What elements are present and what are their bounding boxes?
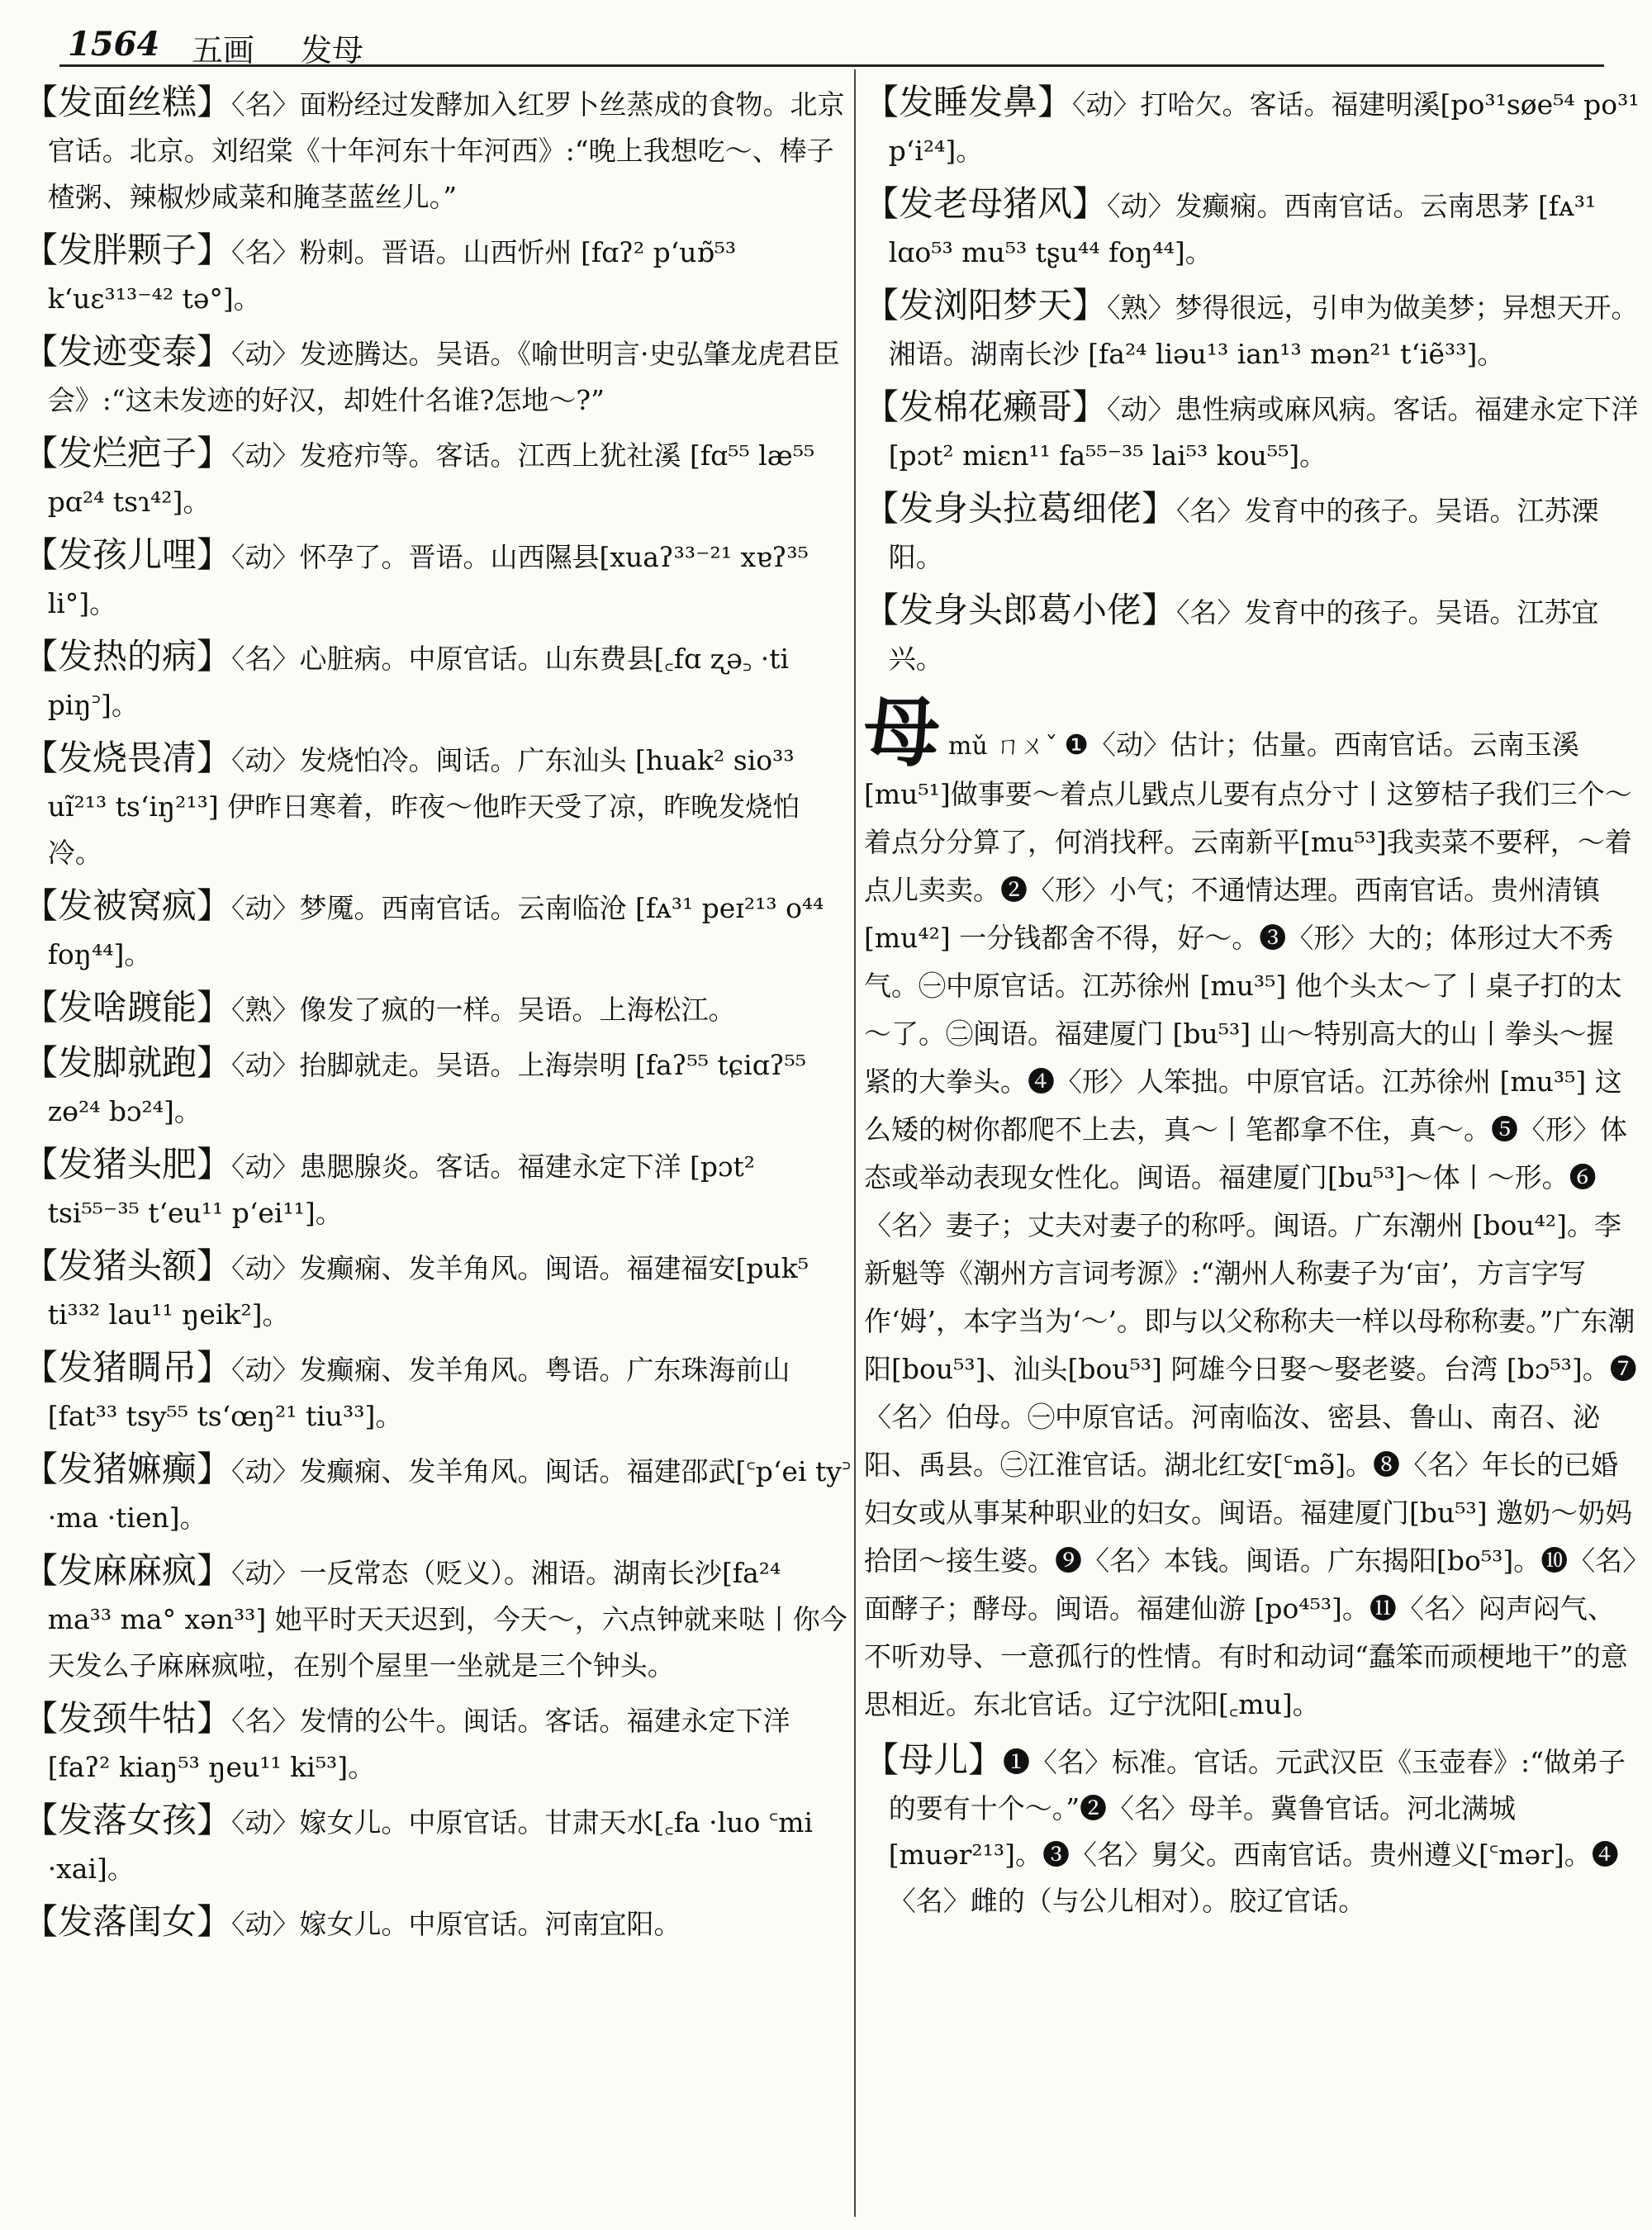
entry-body: 〈动〉梦魇。西南官话。云南临沧 [fᴀ³¹ peɪ²¹³ o⁴⁴ foŋ⁴⁴]。 [47,892,824,970]
entry-term: 【发落闺女】 [23,1901,232,1942]
dictionary-entry [23,430,852,525]
pinyin-zhuyin: mǔ ㄇㄨˇ [948,732,1058,761]
head-character: 母 [864,688,941,777]
character-senses: ❶〈动〉估计；估量。西南官话。云南玉溪[mu⁵¹]做事要～着点儿戥点儿要有点分寸丨这箩桔子我们三个～着点分分算了，何消找秤。云南新平[mu⁵³]我卖菜不要秤，～着点儿卖卖。❷〈形〉小气；不通情达理。西南官话。贵州清镇 [mu⁴²] 一分钱都舍不得，好～。❸〈形〉大的；体形过大不秀气。㊀中原官话。江苏徐州 [mu³⁵] 他个头太～了丨桌子打的太～了。㊁闽语。福建厦门 [bu⁵³] 山～特别高大的山丨拳头～握紧的大拳头。❹〈形〉人笨拙。中原官话。江苏徐州 [mu³⁵] 这么矮的树你都爬不上去，真～丨笔都拿不住，真～。❺〈形〉体态或举动表现女性化。闽语。福建厦门[bu⁵³]～体丨～形。❻〈名〉妻子；丈夫对妻子的称呼。闽语。广东潮州 [bou⁴²]。李新魁等《潮州方言词考源》:“潮州人称妻子为‘亩’，方言字写作‘姆’，本字当为‘～’。即与以父称称夫一样以母称称妻。”广东潮阳[bou⁵³]、汕头[bou⁵³] 阿雄今日娶～娶老婆。台湾 [bɔ⁵³]。❼〈名〉伯母。㊀中原官话。河南临汝、密县、鲁山、南召、泌阳、禹县。㊁江淮官话。湖北红安[꜂mə̃]。❽〈名〉年长的已婚妇女或从事某种职业的妇女。闽语。福建厦门[bu⁵³] 邀奶～奶妈 拾囝～接生婆。❾〈名〉本钱。闽语。广东揭阳[bo⁵³]。❿〈名〉面酵子；酵母。闽语。福建仙游 [po⁴⁵³]。⓫〈名〉闷声闷气、不听劝导、一意孤行的性情。有时和动词“蠢笨而顽梗地干”的意思相近。东北官话。辽宁沈阳[꜀mu]。 [864,728,1637,1720]
entry-term: 【发迹变泰】 [23,331,232,372]
dictionary-entry [23,985,852,1033]
dictionary-entry [23,227,852,322]
entry-term: 【发啥踱能】 [23,987,232,1027]
entry-term: 【发身头郎葛小佬】 [864,590,1177,630]
dictionary-entry [23,883,852,978]
entry-body: 〈名〉发育中的孩子。吴语。江苏溧阳。 [888,495,1599,573]
entry-term: 【发落女孩】 [23,1800,232,1840]
entry-body: 〈动〉怀孕了。晋语。山西隰县[xuaʔ³³⁻²¹ xɐʔ³⁵ li°]。 [47,541,809,619]
entry-body: 〈动〉发癫痫、发羊角风。粤语。广东珠海前山[fat³³ tsy⁵⁵ tsʻœŋ²¹ tiu³³]。 [47,1354,790,1432]
entry-term: 【发胖颗子】 [23,230,232,270]
entry-body: 〈动〉患腮腺炎。客话。福建永定下洋 [pɔt² tsi⁵⁵⁻³⁵ tʻeu¹¹ pʻei¹¹]。 [47,1151,755,1229]
dictionary-entry [864,384,1640,479]
entry-term: 【发烂疤子】 [23,433,232,473]
dictionary-entry [23,1696,852,1791]
entry-body: 〈动〉打哈欠。客话。福建明溪[po³¹søe⁵⁴ po³¹ pʻi²⁴]。 [888,88,1640,167]
running-head: 发母 [301,32,364,69]
entry-body: 〈名〉粉刺。晋语。山西忻州 [fɑʔ² pʻuɒ̃⁵³ kʻuɛ³¹³⁻⁴² tə°]。 [47,236,737,315]
right-column [864,79,1640,2210]
dictionary-entry [23,532,852,627]
dictionary-entry [23,1345,852,1440]
dictionary-entry [23,1446,852,1541]
entry-term: 【发颈牛牯】 [23,1698,232,1739]
entry-term: 【发身头拉葛细佬】 [864,488,1177,529]
dictionary-entry [864,587,1640,682]
entry-body: ❶〈名〉标准。官话。元武汉臣《玉壶春》:“做弟子的要有十个～。”❷〈名〉母羊。冀鲁官话。河北满城 [muər²¹³]。❸〈名〉舅父。西南官话。贵州遵义[꜂mər]。❹〈名〉雌的（与公儿相对）。胶辽官话。 [888,1746,1626,1917]
entry-term: 【发麻麻疯】 [23,1550,232,1591]
entry-body: 〈动〉发癫痫、发羊角风。闽话。福建邵武[꜂pʻei ty꜄ ·ma ·tien]。 [47,1455,852,1534]
entry-term: 【发睡发鼻】 [864,82,1073,122]
dictionary-entry [23,1797,852,1892]
entry-body: 〈动〉发烧怕冷。闽话。广东汕头 [huak² sio³³ uĩ²¹³ tsʻiŋ²¹³] 伊昨日寒着，昨夜～他昨天受了凉，昨晚发烧怕冷。 [47,744,800,869]
entry-body: 〈熟〉梦得很远，引申为做美梦；异想天开。湘语。湖南长沙 [fa²⁴ liəu¹³ ian¹³ mən²¹ tʻiẽ³³]。 [888,292,1639,370]
entry-term: 【发面丝糕】 [23,82,232,122]
entry-body: 〈动〉一反常态（贬义）。湘语。湖南长沙[fa²⁴ ma³³ ma° xən³³] 她平时天天迟到，今天～，六点钟就来哒丨你今天发么子麻麻疯啦，在别个屋里一坐就是三个钟头。 [47,1557,847,1682]
dictionary-entry [23,633,852,728]
entry-body: 〈动〉嫁女儿。中原官话。河南宜阳。 [231,1908,681,1940]
entry-term: 【发猪睭吊】 [23,1347,232,1388]
page-number: 1564 [68,25,160,64]
dictionary-entry [23,1141,852,1236]
entry-term: 【发浏阳梦天】 [864,285,1108,325]
entry-term: 【发棉花癞哥】 [864,387,1108,427]
character-entry-mu [864,688,1640,1729]
entry-term: 【发老母猪风】 [864,183,1108,224]
entry-body: 〈动〉抬脚就走。吴语。上海崇明 [faʔ⁵⁵ tɕiɑʔ⁵⁵ zɵ²⁴ bɔ²⁴]。 [47,1049,806,1127]
entry-body: 〈动〉发癫痫、发羊角风。闽语。福建福安[puk⁵ ti³³² lau¹¹ ŋeik²]。 [47,1252,809,1331]
dictionary-entry [23,1548,852,1689]
entry-term: 【发猪头肥】 [23,1144,232,1184]
entry-term: 【发猪头额】 [23,1245,232,1286]
entry-body: 〈名〉发情的公牛。闽话。客话。福建永定下洋[faʔ² kiaŋ⁵³ ŋeu¹¹ ki⁵³]。 [47,1705,790,1783]
entry-body: 〈熟〉像发了疯的一样。吴语。上海松江。 [231,994,736,1026]
dictionary-entry [23,1243,852,1338]
entry-term: 【母儿】 [864,1739,1004,1780]
dictionary-entry [23,1899,852,1948]
entry-body: 〈名〉面粉经过发酵加入红罗卜丝蒸成的食物。北京官话。北京。刘绍棠《十年河东十年河西》:“晚上我想吃～、棒子楂粥、辣椒炒咸菜和腌茎蓝丝儿。” [47,88,845,213]
column-divider [854,69,856,2217]
entry-term: 【发孩儿哩】 [23,534,232,575]
page-header [59,18,1604,67]
entry-term: 【发脚就跑】 [23,1042,232,1083]
dictionary-entry [23,79,852,221]
entry-body: 〈名〉心脏病。中原官话。山东费县[꜀fɑ ʐə꜆ ·ti piŋ꜄]。 [47,643,790,721]
entry-term: 【发烧畏凊】 [23,738,232,778]
entry-body: 〈动〉患性病或麻风病。客话。福建永定下洋[pɔt² miɛn¹¹ fa⁵⁵⁻³⁵ lai⁵³ kou⁵⁵]。 [888,393,1639,472]
entry-body: 〈动〉发癫痫。西南官话。云南思茅 [fᴀ³¹ lɑo⁵³ mu⁵³ tʂu⁴⁴ foŋ⁴⁴]。 [888,190,1597,268]
entry-term: 【发热的病】 [23,636,232,676]
dictionary-entry [23,735,852,876]
dictionary-entry [23,329,852,424]
entry-body: 〈名〉发育中的孩子。吴语。江苏宜兴。 [888,596,1599,675]
entry-term: 【发被窝疯】 [23,885,232,926]
entry-term: 【发猪嫲癫】 [23,1449,232,1489]
entry-body: 〈动〉发迹腾达。吴语。《喻世明言·史弘肇龙虎君臣会》:“这未发迹的好汉，却姓什名谁?怎地～?” [47,338,840,416]
dictionary-entry [864,282,1640,377]
left-column [23,79,852,2210]
dictionary-entry [864,486,1640,581]
section-label: 五画 [192,32,255,69]
dictionary-entry [864,79,1640,174]
entry-body: 〈动〉发疮疖等。客话。江西上犹社溪 [fɑ⁵⁵ læ⁵⁵ pɑ²⁴ tsɿ⁴²]。 [47,439,815,518]
dictionary-entry [864,1737,1640,1924]
dictionary-entry [864,181,1640,276]
entry-body: 〈动〉嫁女儿。中原官话。甘肃天水[꜀fa ·luo ꜂mi ·xai]。 [47,1806,814,1885]
dictionary-entry [23,1040,852,1135]
